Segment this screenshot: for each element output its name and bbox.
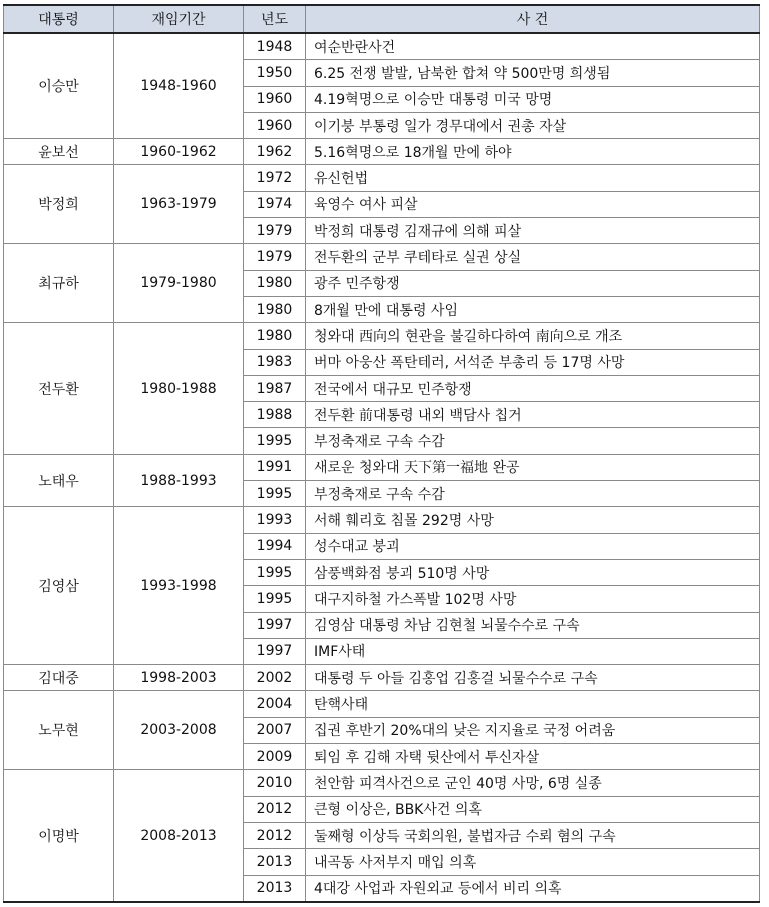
header-term: 재임기간: [114, 5, 244, 33]
year-cell: 2002: [244, 665, 306, 691]
term-cell: 1960-1962: [114, 139, 244, 165]
year-cell: 2004: [244, 691, 306, 717]
table-row: [4, 165, 760, 191]
year-cell: 1979: [244, 218, 306, 244]
president-name-cell: 이명박: [4, 770, 114, 902]
year-cell: 2009: [244, 744, 306, 770]
year-cell: 1960: [244, 112, 306, 138]
president-name-cell: 김대중: [4, 665, 114, 691]
table-row: [4, 244, 760, 270]
year-cell: 1980: [244, 296, 306, 322]
year-cell: 1950: [244, 60, 306, 86]
term-cell: 1980-1988: [114, 323, 244, 454]
term-cell: 1948-1960: [114, 33, 244, 139]
president-name-cell: 전두환: [4, 323, 114, 454]
table-row: [4, 665, 760, 691]
event-cell: 전두환의 군부 쿠테타로 실권 상실: [306, 244, 760, 270]
president-name-cell: 윤보선: [4, 139, 114, 165]
event-cell: 대구지하철 가스폭발 102명 사망: [306, 586, 760, 612]
year-cell: 1997: [244, 612, 306, 638]
year-cell: 2012: [244, 822, 306, 848]
year-cell: 1995: [244, 481, 306, 507]
event-cell: IMF사태: [306, 638, 760, 664]
table-row: [4, 33, 760, 60]
president-name-cell: 노태우: [4, 454, 114, 507]
year-cell: 1995: [244, 559, 306, 585]
header-row: [4, 5, 760, 33]
year-cell: 2013: [244, 875, 306, 902]
year-cell: 1972: [244, 165, 306, 191]
event-cell: 부정축재로 구속 수감: [306, 428, 760, 454]
president-events-table-container: [3, 4, 760, 903]
event-cell: 유신헌법: [306, 165, 760, 191]
term-cell: 1979-1980: [114, 244, 244, 323]
event-cell: 부정축재로 구속 수감: [306, 481, 760, 507]
table-row: [4, 507, 760, 533]
year-cell: 2012: [244, 796, 306, 822]
event-cell: 육영수 여사 피살: [306, 191, 760, 217]
event-cell: 박정희 대통령 김재규에 의해 피살: [306, 218, 760, 244]
table-row: [4, 454, 760, 480]
year-cell: 1997: [244, 638, 306, 664]
header-year: 년도: [244, 5, 306, 33]
year-cell: 1995: [244, 428, 306, 454]
table-row: [4, 691, 760, 717]
year-cell: 1993: [244, 507, 306, 533]
year-cell: 1960: [244, 86, 306, 112]
event-cell: 대통령 두 아들 김홍업 김홍걸 뇌물수수로 구속: [306, 665, 760, 691]
event-cell: 4대강 사업과 자원외교 등에서 비리 의혹: [306, 875, 760, 902]
year-cell: 1979: [244, 244, 306, 270]
event-cell: 성수대교 붕괴: [306, 533, 760, 559]
year-cell: 1974: [244, 191, 306, 217]
event-cell: 청와대 西向의 현관을 불길하다하여 南向으로 개조: [306, 323, 760, 349]
term-cell: 2003-2008: [114, 691, 244, 770]
event-cell: 천안함 피격사건으로 군인 40명 사망, 6명 실종: [306, 770, 760, 796]
year-cell: 1987: [244, 375, 306, 401]
year-cell: 1983: [244, 349, 306, 375]
event-cell: 집권 후반기 20%대의 낮은 지지율로 국정 어려움: [306, 717, 760, 743]
event-cell: 전국에서 대규모 민주항쟁: [306, 375, 760, 401]
header-president: 대통령: [4, 5, 114, 33]
year-cell: 1988: [244, 402, 306, 428]
event-cell: 이기붕 부통령 일가 경무대에서 권총 자살: [306, 112, 760, 138]
term-cell: 1988-1993: [114, 454, 244, 507]
event-cell: 버마 아웅산 폭탄테러, 서석준 부총리 등 17명 사망: [306, 349, 760, 375]
event-cell: 김영삼 대통령 차남 김현철 뇌물수수로 구속: [306, 612, 760, 638]
year-cell: 1980: [244, 270, 306, 296]
president-name-cell: 노무현: [4, 691, 114, 770]
event-cell: 전두환 前대통령 내외 백담사 칩거: [306, 402, 760, 428]
year-cell: 2007: [244, 717, 306, 743]
year-cell: 2010: [244, 770, 306, 796]
president-name-cell: 최규하: [4, 244, 114, 323]
event-cell: 삼풍백화점 붕괴 510명 사망: [306, 559, 760, 585]
event-cell: 6.25 전쟁 발발, 남북한 합쳐 약 500만명 희생됨: [306, 60, 760, 86]
event-cell: 퇴임 후 김해 자택 뒷산에서 투신자살: [306, 744, 760, 770]
year-cell: 1994: [244, 533, 306, 559]
year-cell: 1962: [244, 139, 306, 165]
table-body: [4, 33, 760, 902]
year-cell: 1948: [244, 33, 306, 60]
president-name-cell: 이승만: [4, 33, 114, 139]
year-cell: 1980: [244, 323, 306, 349]
year-cell: 1995: [244, 586, 306, 612]
table-row: [4, 139, 760, 165]
event-cell: 5.16혁명으로 18개월 만에 하야: [306, 139, 760, 165]
event-cell: 4.19혁명으로 이승만 대통령 미국 망명: [306, 86, 760, 112]
president-events-table: [3, 4, 760, 903]
event-cell: 8개월 만에 대통령 사임: [306, 296, 760, 322]
president-name-cell: 김영삼: [4, 507, 114, 665]
event-cell: 탄핵사태: [306, 691, 760, 717]
term-cell: 1998-2003: [114, 665, 244, 691]
table-row: [4, 770, 760, 796]
event-cell: 새로운 청와대 天下第一福地 완공: [306, 454, 760, 480]
event-cell: 광주 민주항쟁: [306, 270, 760, 296]
term-cell: 2008-2013: [114, 770, 244, 902]
term-cell: 1993-1998: [114, 507, 244, 665]
header-event: 사 건: [306, 5, 760, 33]
term-cell: 1963-1979: [114, 165, 244, 244]
event-cell: 둘째형 이상득 국회의원, 불법자금 수뢰 혐의 구속: [306, 822, 760, 848]
year-cell: 1991: [244, 454, 306, 480]
year-cell: 2013: [244, 849, 306, 875]
event-cell: 여순반란사건: [306, 33, 760, 60]
president-name-cell: 박정희: [4, 165, 114, 244]
table-row: [4, 323, 760, 349]
event-cell: 서해 훼리호 침몰 292명 사망: [306, 507, 760, 533]
event-cell: 내곡동 사저부지 매입 의혹: [306, 849, 760, 875]
event-cell: 큰형 이상은, BBK사건 의혹: [306, 796, 760, 822]
